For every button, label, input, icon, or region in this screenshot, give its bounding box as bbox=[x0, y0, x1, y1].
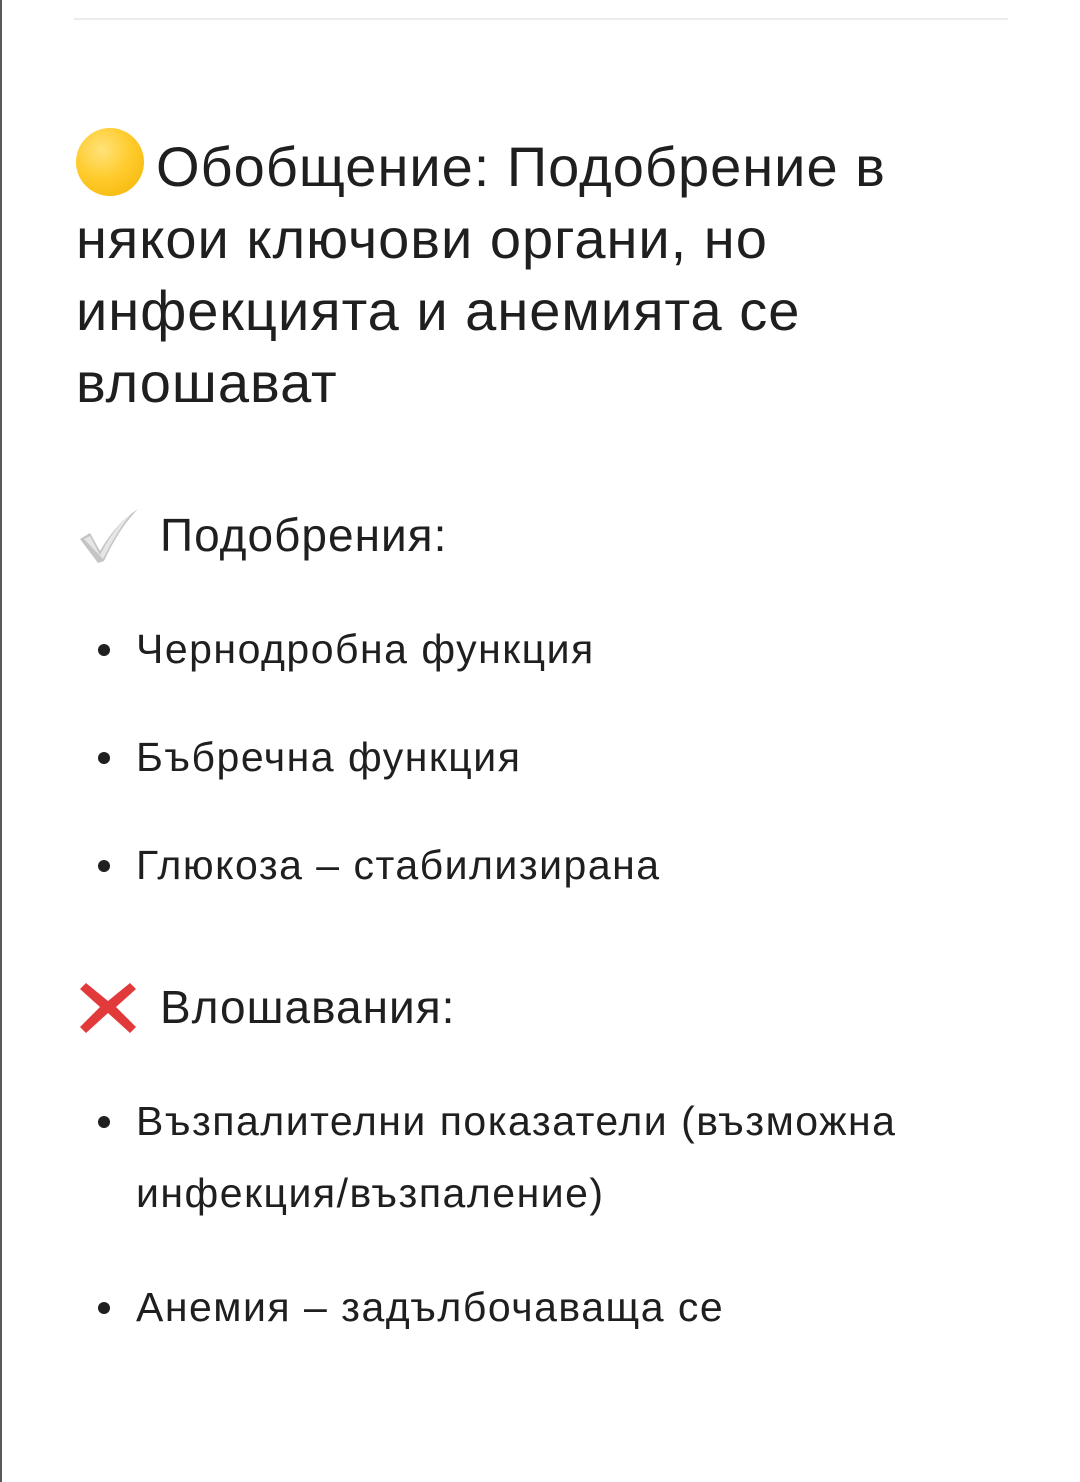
bullet-icon bbox=[98, 752, 110, 764]
list-item-text: Анемия – задълбочаваща се bbox=[136, 1284, 725, 1330]
deteriorations-list bbox=[76, 1085, 1016, 1343]
red-cross-icon bbox=[76, 977, 142, 1037]
bullet-icon bbox=[98, 860, 110, 872]
list-item bbox=[76, 829, 1016, 901]
summary-title: Обобщение: Подобрение в някои ключови органи, но инфекцията и анемията се влошават bbox=[76, 135, 886, 414]
summary-heading bbox=[76, 128, 1016, 419]
list-item-text: Възпалителни показатели (възможна инфекция/възпаление) bbox=[136, 1098, 897, 1216]
bullet-icon bbox=[98, 644, 110, 656]
deteriorations-header bbox=[76, 977, 1016, 1037]
list-item bbox=[76, 1271, 1016, 1343]
window-edge bbox=[0, 0, 2, 1482]
check-mark-icon bbox=[76, 505, 142, 565]
list-item-text: Бъбречна функция bbox=[136, 734, 522, 780]
top-divider bbox=[74, 18, 1008, 20]
message-content bbox=[76, 128, 1016, 1385]
list-item bbox=[76, 721, 1016, 793]
improvements-label: Подобрения: bbox=[160, 509, 448, 561]
deteriorations-label: Влошавания: bbox=[160, 981, 456, 1033]
improvements-list bbox=[76, 613, 1016, 901]
list-item-text: Чернодробна функция bbox=[136, 626, 595, 672]
improvements-header bbox=[76, 505, 1016, 565]
bullet-icon bbox=[98, 1116, 110, 1128]
list-item bbox=[76, 613, 1016, 685]
list-item bbox=[76, 1085, 1016, 1229]
list-item-text: Глюкоза – стабилизирана bbox=[136, 842, 661, 888]
bullet-icon bbox=[98, 1302, 110, 1314]
yellow-circle-icon bbox=[76, 128, 144, 196]
